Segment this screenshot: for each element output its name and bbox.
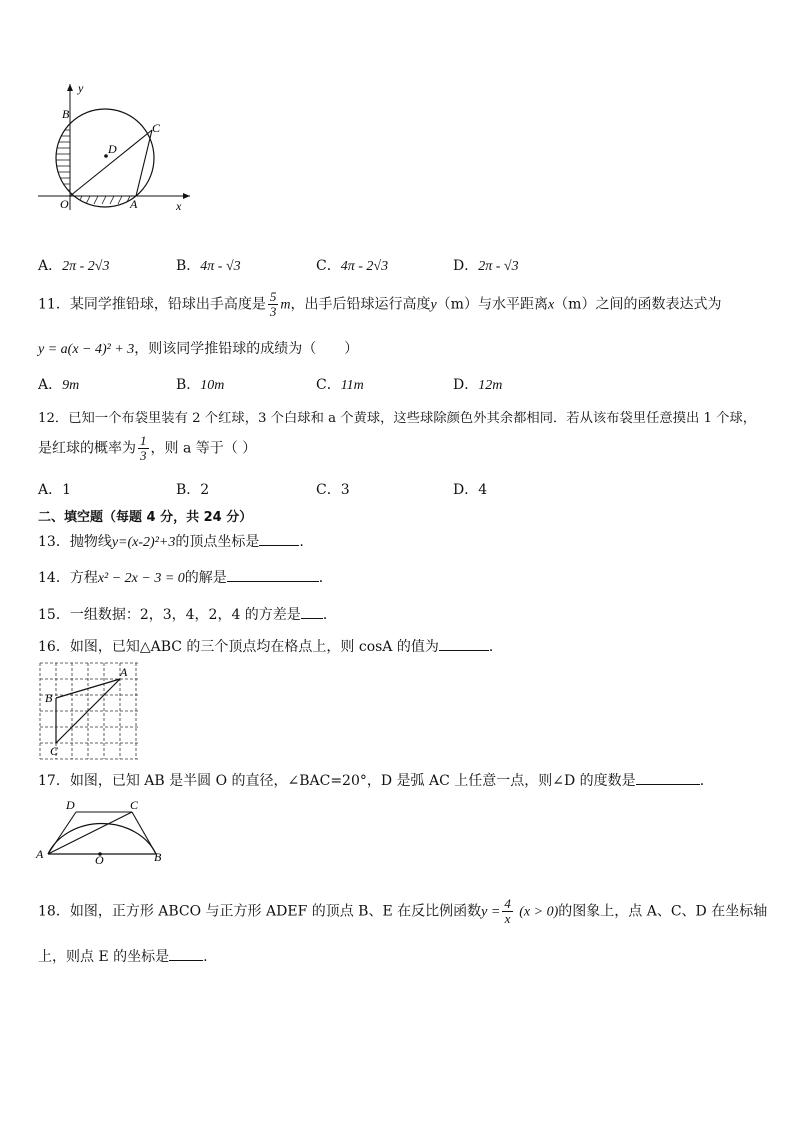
q16: [38, 636, 503, 656]
q13-text-a: 13．抛物线: [38, 534, 112, 550]
frac-den: 3: [140, 448, 147, 463]
fraction: [502, 897, 513, 926]
q17-text: 17．如图，已知 AB 是半圆 O 的直径，∠BAC=20°，D 是弧 AC 上任意一点，则∠D 的度数是: [38, 773, 636, 789]
option-text: 4: [478, 482, 488, 498]
q16-end: ．: [488, 639, 503, 655]
option-key: C．: [316, 377, 341, 393]
q14-end: ．: [318, 570, 333, 586]
q11-text-d: （m）之间的函数表达式为: [554, 296, 722, 313]
q15: [38, 604, 337, 624]
frac-num: 4: [504, 896, 511, 911]
option-text: 10m: [200, 378, 225, 393]
q14: [38, 567, 333, 587]
option-key: B．: [176, 377, 201, 393]
fig10-label-D: D: [108, 142, 117, 156]
figure-semicircle: [34, 796, 170, 864]
fig10-label-B: B: [62, 107, 70, 121]
option-key: A．: [38, 377, 63, 393]
option-text: 3: [340, 482, 350, 498]
q10-option-a[interactable]: [38, 255, 109, 275]
answer-blank[interactable]: [227, 569, 319, 582]
option-text: 2π - 2√3: [62, 259, 110, 274]
q11-option-b[interactable]: [176, 374, 224, 394]
frac-num: 5: [269, 289, 277, 304]
q14-formula: x² − 2x − 3 = 0: [97, 571, 185, 586]
option-text: 4π - √3: [200, 259, 241, 274]
frac-num: 1: [140, 433, 147, 448]
q17: [38, 770, 714, 790]
q16-text: 16．如图，已知△ABC 的三个顶点均在格点上，则 cosA 的值为: [38, 639, 439, 655]
answer-blank[interactable]: [259, 533, 299, 546]
option-key: A．: [38, 258, 63, 274]
q18-line1: [38, 897, 767, 926]
answer-blank[interactable]: [636, 772, 700, 785]
figure-grid-triangle: [36, 660, 142, 762]
q11-text-a: 11．某同学推铅球，铅球出手高度是: [38, 296, 266, 313]
fig16-label-B: B: [45, 691, 53, 705]
q12-option-a[interactable]: [38, 479, 71, 499]
q12-line1: 12．已知一个布袋里装有 2 个红球，3 个白球和 a 个黄球，这些球除颜色外其余都相同．若从该布袋里任意摸出 1 个球，: [38, 411, 757, 426]
q11-text-e: ，则该同学推铅球的成绩为（ ）: [134, 341, 359, 357]
q18-text-a: 18．如图，正方形 ABCO 与正方形 ADEF 的顶点 B、E 在反比例函数: [38, 903, 482, 920]
q10-option-b[interactable]: [176, 255, 241, 275]
option-key: A．: [38, 482, 63, 498]
q15-end: ．: [322, 607, 337, 623]
q18-text-c: 上，则点 E 的坐标是: [38, 949, 170, 965]
section-title: 二、填空题（每题 4 分，共 24 分）: [38, 510, 253, 525]
answer-blank[interactable]: [301, 606, 323, 619]
q12-text-b: ，则 a 等于（ ）: [150, 440, 257, 457]
figure-circle-coordinate: [30, 78, 200, 218]
q10-option-c[interactable]: [316, 255, 388, 275]
q14-text-a: 14．方程: [38, 570, 98, 586]
q18-end: .: [203, 949, 208, 965]
var-x: x: [547, 297, 555, 313]
q11-formula: y = a(x − 4)² + 3: [38, 342, 135, 357]
option-key: C．: [316, 258, 341, 274]
q13-text-b: 的顶点坐标是: [175, 534, 260, 550]
q11-text-b: ，出手后铅球运行高度: [290, 296, 431, 313]
fig17-label-O: O: [95, 853, 104, 864]
unit: m: [280, 297, 291, 313]
q12-text-a: 是红球的概率为: [38, 440, 136, 457]
q11-text-c: （m）与水平距离: [436, 296, 548, 313]
q13: [38, 531, 304, 551]
q10-option-d[interactable]: [453, 255, 519, 275]
q18-line2: [38, 946, 208, 966]
fig10-label-C: C: [152, 121, 161, 135]
option-text: 4π - 2√3: [340, 259, 389, 274]
option-text: 1: [62, 482, 72, 498]
fig10-label-O: O: [60, 197, 69, 211]
option-key: D．: [453, 258, 479, 274]
q11-option-d[interactable]: [453, 374, 502, 394]
q12-option-d[interactable]: [453, 479, 487, 499]
fig10-label-A: A: [130, 197, 138, 211]
fig10-label-y: y: [78, 81, 84, 95]
var-y: y =: [481, 904, 501, 920]
fig17-label-D: D: [66, 798, 75, 812]
fig17-label-A: A: [36, 847, 44, 861]
option-text: 9m: [62, 378, 80, 393]
option-key: D．: [453, 377, 479, 393]
option-text: 12m: [478, 378, 503, 393]
fraction: [138, 434, 149, 463]
q11-option-a[interactable]: [38, 374, 79, 394]
option-text: 11m: [340, 378, 364, 393]
fig17-label-C: C: [130, 798, 139, 812]
var-y: y: [430, 297, 437, 313]
q12-option-b[interactable]: [176, 479, 209, 499]
q12-line2: [38, 434, 256, 463]
q13-formula: y=(x-2)²+3: [111, 535, 176, 550]
fig17-label-B: B: [154, 850, 162, 864]
fig16-label-A: A: [120, 665, 128, 679]
option-key: B．: [176, 482, 201, 498]
answer-blank[interactable]: [169, 948, 203, 961]
frac-den: 3: [269, 304, 277, 319]
q11-line2: [38, 338, 358, 358]
q15-text: 15．一组数据：2，3，4，2，4 的方差是: [38, 607, 301, 623]
frac-den: x: [504, 911, 511, 926]
option-key: C．: [316, 482, 341, 498]
fig10-label-x: x: [176, 199, 182, 213]
option-key: D．: [453, 482, 479, 498]
option-text: 2π - √3: [478, 259, 519, 274]
answer-blank[interactable]: [439, 638, 489, 651]
q11-option-c[interactable]: [316, 374, 364, 394]
q11-line1: [38, 290, 721, 319]
fig16-label-C: C: [50, 744, 59, 758]
option-text: 2: [200, 482, 210, 498]
fraction: [268, 290, 279, 319]
q17-end: ．: [699, 773, 714, 789]
q18-text-b: 的图象上，点 A、C、D 在坐标轴: [558, 903, 768, 920]
q12-option-c[interactable]: [316, 479, 350, 499]
q13-end: .: [299, 534, 304, 550]
option-key: B．: [176, 258, 201, 274]
q14-text-b: 的解是: [184, 570, 227, 586]
q18-condition: (x > 0): [519, 904, 559, 920]
